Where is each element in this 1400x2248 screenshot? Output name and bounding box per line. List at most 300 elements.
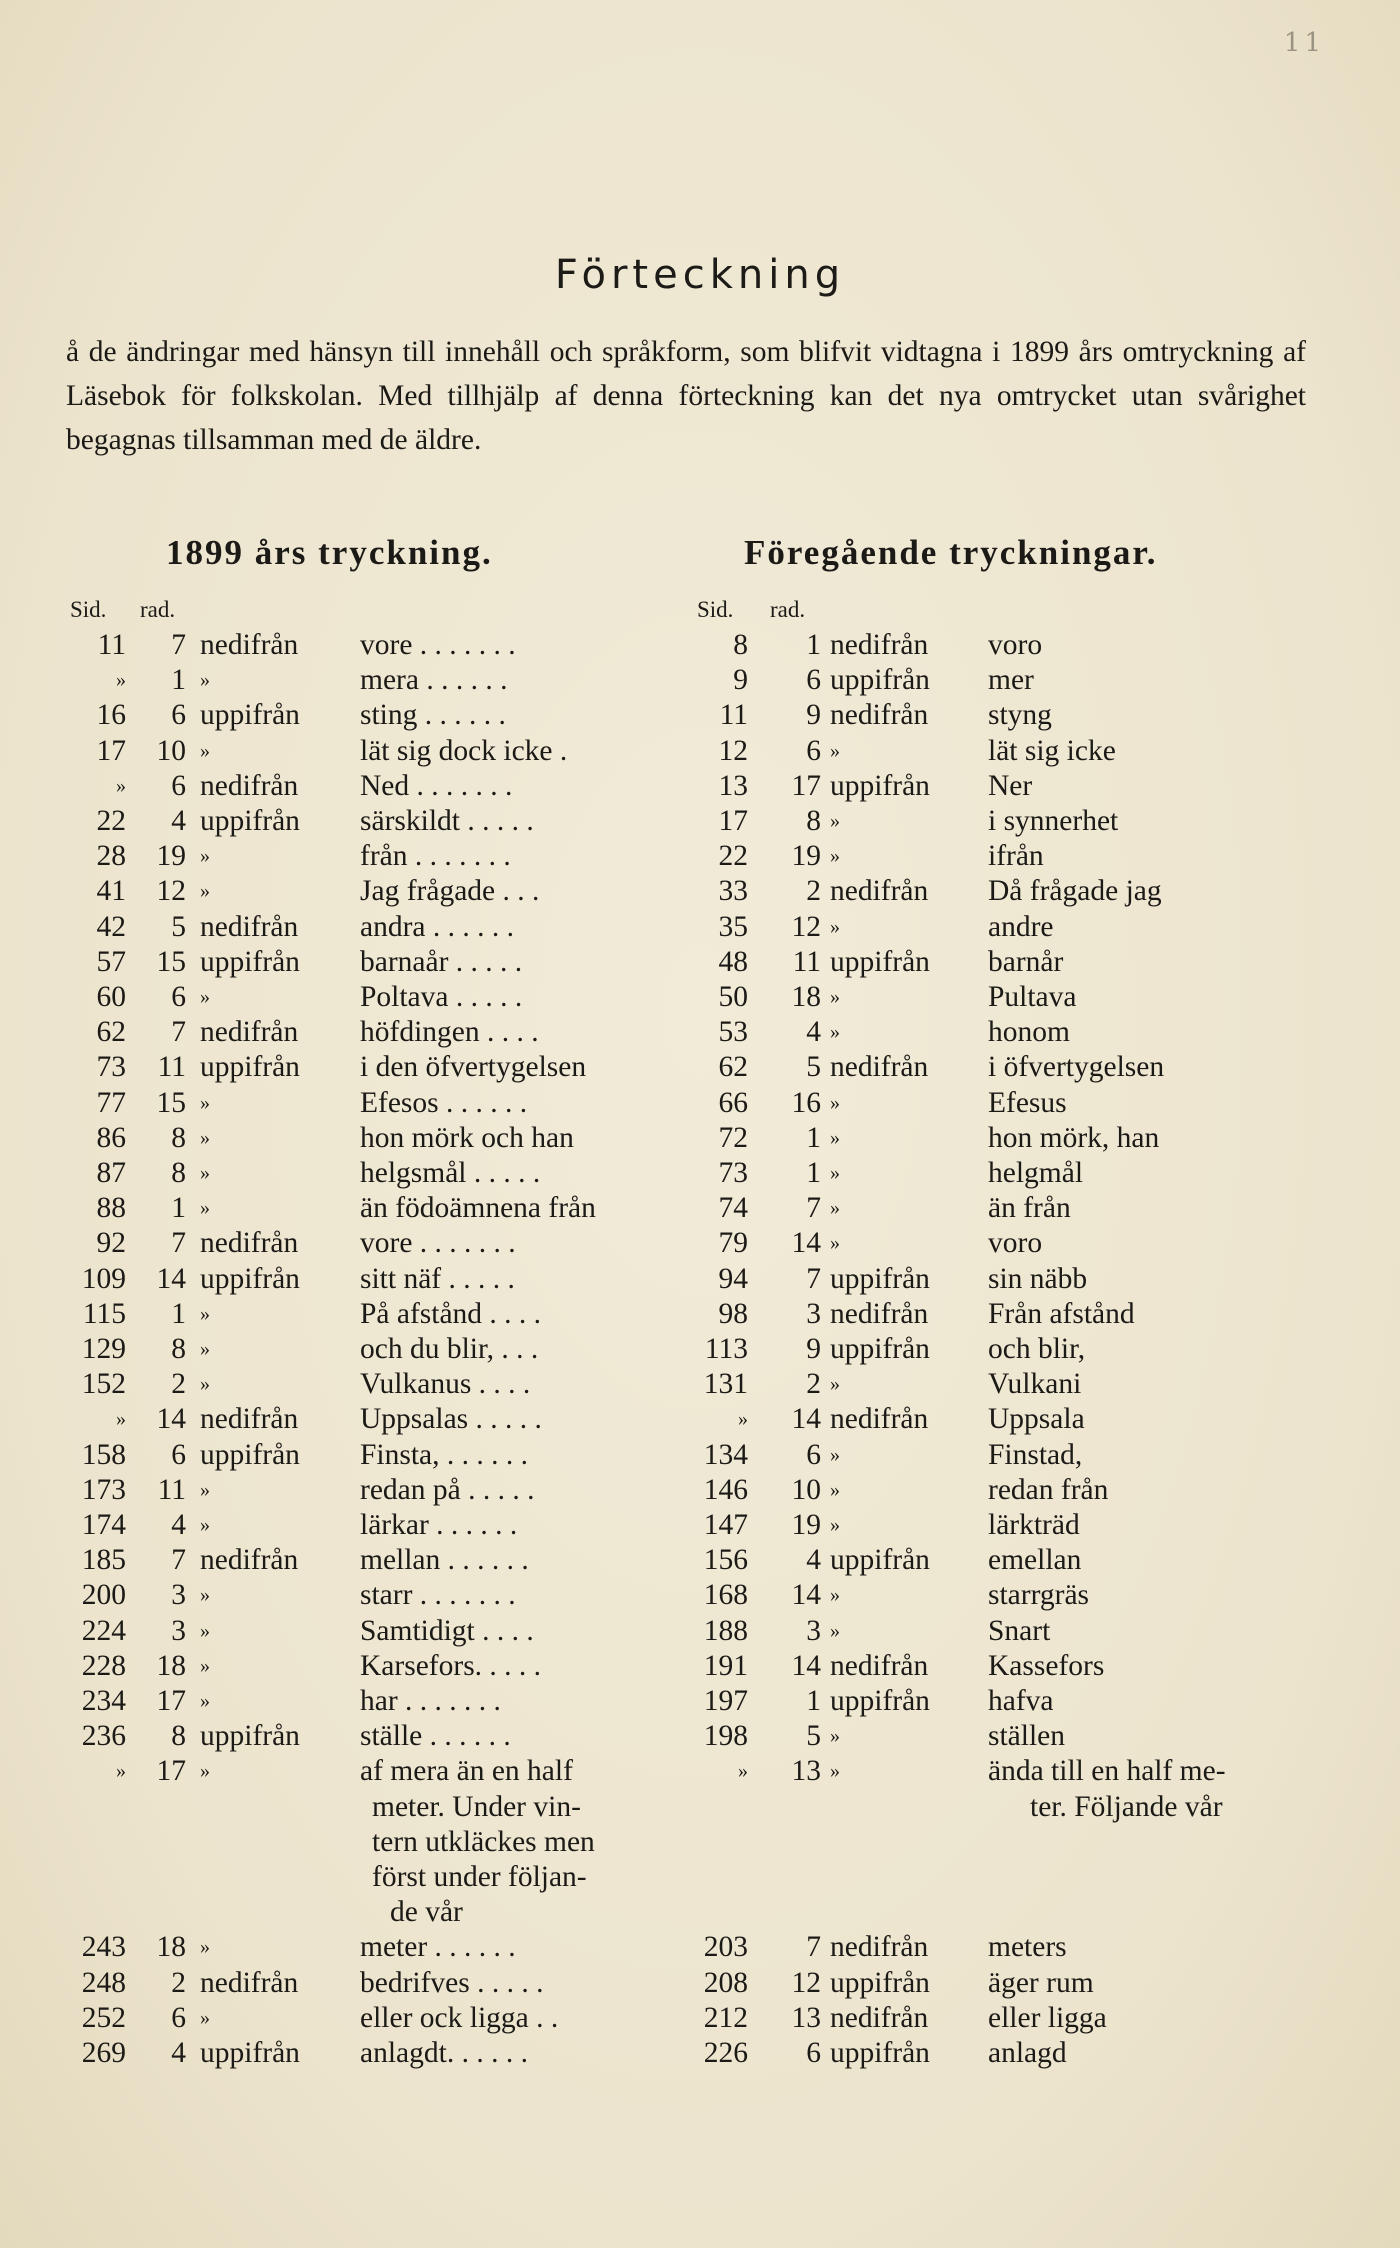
table-row	[0, 1719, 1400, 1754]
old-page: 66	[718, 1086, 748, 1119]
old-direction: nedifrån	[830, 699, 929, 732]
old-text: voro	[988, 629, 1043, 661]
new-page: 152	[81, 1368, 126, 1401]
old-line: 7	[806, 1192, 821, 1225]
old-line: 1	[806, 1121, 821, 1154]
table-row-continuation	[0, 1825, 1400, 1860]
old-line: 6	[806, 1438, 821, 1471]
new-direction: »	[200, 880, 210, 903]
old-direction: »	[830, 1514, 840, 1536]
table-row	[0, 945, 1400, 980]
old-page: 198	[703, 1720, 748, 1753]
header-1899: 1899 års tryckning.	[166, 533, 493, 572]
old-text: lärkträd	[988, 1509, 1080, 1541]
new-page: 57	[96, 945, 126, 978]
new-line: 2	[171, 1368, 186, 1401]
new-line: 7	[171, 1227, 186, 1260]
old-line: 11	[792, 945, 821, 978]
old-direction: nedifrån	[830, 875, 929, 908]
new-page: 109	[81, 1262, 126, 1295]
table-row	[0, 1438, 1400, 1473]
new-page: 17	[96, 734, 126, 767]
table-row	[0, 1050, 1400, 1085]
new-text: barnaår . . . . .	[360, 945, 523, 978]
old-text: redan från	[988, 1473, 1109, 1506]
new-page: 41	[96, 875, 126, 908]
intro-paragraph	[66, 330, 1306, 462]
old-line: 3	[806, 1297, 821, 1330]
old-direction: uppifrån	[830, 664, 930, 697]
new-line: 5	[171, 910, 186, 943]
table-row	[0, 1543, 1400, 1578]
old-text: i öfvertygelsen	[988, 1051, 1165, 1084]
old-line: 6	[806, 664, 821, 697]
old-line: 6	[806, 2037, 821, 2069]
new-line: 7	[171, 629, 186, 661]
old-line: 12	[791, 910, 821, 943]
old-text: hafva	[988, 1685, 1054, 1717]
old-page: 146	[703, 1473, 748, 1506]
new-direction: »	[200, 739, 210, 762]
new-page: »	[116, 1760, 126, 1783]
new-text: bedrifves . . . . .	[360, 1966, 544, 1999]
new-text: och du blir, . . .	[360, 1333, 539, 1365]
old-page: 62	[718, 1051, 748, 1084]
table-row	[0, 1614, 1400, 1649]
new-text: eller ock ligga . .	[360, 2001, 559, 2034]
new-text: Vulkanus . . . .	[360, 1368, 531, 1401]
old-text: och blir,	[988, 1333, 1086, 1365]
old-page: 226	[703, 2037, 748, 2069]
old-page: 79	[718, 1227, 748, 1260]
new-direction: »	[200, 1514, 210, 1536]
old-direction: »	[830, 1232, 840, 1255]
old-direction: uppifrån	[830, 1966, 930, 1999]
old-text: Pultava	[988, 981, 1077, 1013]
new-line: 11	[157, 1051, 186, 1084]
old-line: 1	[806, 1685, 821, 1717]
new-direction: nedifrån	[200, 1227, 299, 1260]
new-direction: »	[200, 2006, 210, 2029]
new-text: Efesos . . . . . .	[360, 1086, 528, 1119]
old-text: ställen	[988, 1720, 1066, 1753]
old-page: 188	[703, 1614, 748, 1647]
new-line: 19	[156, 840, 186, 873]
table-row	[0, 1930, 1400, 1965]
table-row	[0, 2001, 1400, 2036]
subheader-right-sid: Sid.	[697, 597, 734, 622]
new-line: 6	[171, 769, 186, 802]
table-row	[0, 1966, 1400, 2001]
new-text: särskildt . . . . .	[360, 805, 534, 837]
old-direction: uppifrån	[830, 2037, 930, 2069]
old-text: Snart	[988, 1614, 1051, 1647]
table-row	[0, 663, 1400, 698]
table-row	[0, 1015, 1400, 1050]
old-page: 12	[718, 734, 748, 767]
new-page: 185	[81, 1544, 126, 1577]
new-text: af mera än en half	[360, 1755, 573, 1788]
intro-text: å de ändringar med hänsyn till innehåll och språkform, som blifvit vidtagna i 1899 års omtryckning af Läsebok för folkskolan. Med tillhjälp af denna förteckning kan det nya omtrycket utan svårighet begagnas tillsamman med de äldre.	[66, 336, 1306, 456]
old-text-continuation: ter. Följande vår	[1030, 1790, 1223, 1823]
new-direction: »	[200, 986, 210, 1008]
new-direction: »	[200, 1619, 210, 1642]
new-page: 224	[81, 1614, 126, 1647]
old-page: 203	[703, 1931, 748, 1964]
new-line: 18	[156, 1649, 186, 1682]
old-line: 10	[791, 1473, 821, 1506]
new-page: 87	[96, 1157, 126, 1189]
new-direction: »	[200, 1760, 210, 1783]
old-text: lät sig icke	[988, 734, 1116, 767]
new-page: 88	[96, 1192, 126, 1225]
new-text: Karsefors. . . . .	[360, 1649, 542, 1682]
new-text: Ned . . . . . . .	[360, 769, 513, 802]
new-line: 3	[171, 1614, 186, 1647]
old-line: 1	[806, 629, 821, 661]
new-direction: »	[200, 1126, 210, 1149]
new-line: 8	[171, 1720, 186, 1753]
new-line: 17	[156, 1685, 186, 1717]
table-row	[0, 1649, 1400, 1684]
old-text: hon mörk, han	[988, 1121, 1160, 1154]
old-page: 48	[718, 945, 748, 978]
old-direction: uppifrån	[830, 769, 930, 802]
new-line: 14	[156, 1403, 186, 1436]
new-direction: uppifrån	[200, 699, 300, 732]
old-direction: uppifrån	[830, 1685, 930, 1717]
new-page: 62	[96, 1016, 126, 1049]
new-text: mera . . . . . .	[360, 664, 508, 697]
new-text: Samtidigt . . . .	[360, 1614, 534, 1647]
old-page: 134	[703, 1438, 748, 1471]
new-page: 234	[81, 1685, 126, 1717]
old-direction: nedifrån	[830, 2001, 929, 2034]
old-line: 9	[806, 1333, 821, 1365]
new-line: 6	[171, 699, 186, 732]
new-text: starr . . . . . . .	[360, 1579, 516, 1612]
new-line: 7	[171, 1016, 186, 1049]
table-row	[0, 628, 1400, 663]
new-direction: »	[200, 1091, 210, 1114]
new-text: hon mörk och han	[360, 1121, 574, 1154]
old-page: 33	[718, 875, 748, 908]
new-line: 3	[171, 1579, 186, 1612]
new-text: meter . . . . . .	[360, 1931, 516, 1964]
old-line: 2	[806, 1368, 821, 1401]
new-text: lät sig dock icke .	[360, 734, 568, 767]
table-row-continuation	[0, 1895, 1400, 1930]
new-direction: uppifrån	[200, 945, 300, 978]
new-direction: uppifrån	[200, 1051, 300, 1084]
old-line: 12	[791, 1966, 821, 1999]
new-text-continuation: först under följan-	[372, 1861, 587, 1893]
new-page: 73	[96, 1051, 126, 1084]
old-text: mer	[988, 664, 1034, 697]
table-row	[0, 1191, 1400, 1226]
old-direction: nedifrån	[830, 1649, 929, 1682]
new-page: »	[116, 669, 126, 692]
page-title: Förteckning	[554, 252, 846, 298]
new-page: 42	[96, 910, 126, 943]
old-direction: uppifrån	[830, 1544, 930, 1577]
old-text: emellan	[988, 1544, 1082, 1577]
table-row	[0, 1262, 1400, 1297]
new-direction: »	[200, 1584, 210, 1607]
new-line: 15	[156, 1086, 186, 1119]
table-row	[0, 1156, 1400, 1191]
old-line: 7	[806, 1262, 821, 1295]
old-page: 13	[718, 769, 748, 802]
new-direction: »	[200, 1478, 210, 1501]
new-direction: »	[200, 1654, 210, 1677]
new-line: 14	[156, 1262, 186, 1295]
old-line: 13	[791, 2001, 821, 2034]
new-line: 6	[171, 1438, 186, 1471]
table-row	[0, 980, 1400, 1015]
new-direction: nedifrån	[200, 910, 299, 943]
old-page: 8	[733, 629, 748, 661]
new-line: 15	[156, 945, 186, 978]
table-row	[0, 1367, 1400, 1402]
new-text: redan på . . . . .	[360, 1473, 535, 1506]
old-direction: »	[830, 1197, 840, 1220]
old-text: styng	[988, 699, 1052, 732]
old-direction: »	[830, 1619, 840, 1642]
old-line: 6	[806, 734, 821, 767]
header-previous: Föregående tryckningar.	[744, 533, 1158, 572]
new-page: 28	[96, 840, 126, 873]
old-text: Från afstånd	[988, 1297, 1135, 1330]
old-text: äger rum	[988, 1966, 1094, 1999]
new-line: 8	[171, 1121, 186, 1154]
old-direction: »	[830, 810, 840, 832]
old-direction: uppifrån	[830, 945, 930, 978]
new-page: 92	[96, 1227, 126, 1260]
old-text: Uppsala	[988, 1403, 1085, 1436]
table-row	[0, 734, 1400, 769]
old-line: 2	[806, 875, 821, 908]
new-text: mellan . . . . . .	[360, 1544, 529, 1577]
old-direction: »	[830, 739, 840, 762]
corrections-table	[0, 628, 1400, 2088]
table-row	[0, 1121, 1400, 1156]
new-page: 269	[81, 2037, 126, 2069]
new-text: Finsta, . . . . . .	[360, 1438, 528, 1471]
new-direction: nedifrån	[200, 1403, 299, 1436]
new-direction: »	[200, 1690, 210, 1712]
new-page: 158	[81, 1438, 126, 1471]
new-text: ställe . . . . . .	[360, 1720, 511, 1753]
old-line: 9	[806, 699, 821, 732]
old-text: anlagd	[988, 2037, 1067, 2069]
new-direction: nedifrån	[200, 1544, 299, 1577]
new-text: sting . . . . . .	[360, 699, 506, 732]
table-row	[0, 1578, 1400, 1613]
subheader-left-sid: Sid.	[70, 597, 107, 622]
old-direction: »	[830, 1373, 840, 1396]
old-direction: »	[830, 1162, 840, 1184]
old-line: 4	[806, 1544, 821, 1577]
old-line: 19	[791, 1509, 821, 1541]
new-line: 8	[171, 1157, 186, 1189]
old-direction: uppifrån	[830, 1333, 930, 1365]
old-page: 191	[703, 1649, 748, 1682]
subheader-left-rad: rad.	[140, 597, 176, 622]
old-line: 3	[806, 1614, 821, 1647]
old-page: 72	[718, 1121, 748, 1154]
old-line: 14	[791, 1227, 821, 1260]
new-direction: nedifrån	[200, 629, 299, 661]
new-text: lärkar . . . . . .	[360, 1509, 518, 1541]
table-row	[0, 1473, 1400, 1508]
new-page: 11	[97, 629, 126, 661]
old-text: Efesus	[988, 1086, 1067, 1119]
new-direction: »	[200, 1302, 210, 1325]
new-line: 10	[156, 734, 186, 767]
old-direction: »	[830, 1725, 840, 1748]
old-text: honom	[988, 1016, 1070, 1049]
table-row-continuation	[0, 1790, 1400, 1825]
table-row	[0, 1684, 1400, 1719]
old-line: 14	[791, 1403, 821, 1436]
old-direction: »	[830, 1443, 840, 1466]
old-line: 14	[791, 1649, 821, 1682]
new-direction: uppifrån	[200, 2037, 300, 2069]
old-line: 17	[791, 769, 821, 802]
old-page: 94	[718, 1262, 748, 1295]
old-direction: nedifrån	[830, 629, 929, 661]
old-page: 168	[703, 1579, 748, 1612]
new-page: 129	[81, 1333, 126, 1365]
table-row	[0, 804, 1400, 839]
new-page: 173	[81, 1473, 126, 1506]
new-line: 4	[171, 805, 186, 837]
new-page: 252	[81, 2001, 126, 2034]
new-direction: nedifrån	[200, 1016, 299, 1049]
old-line: 19	[791, 840, 821, 873]
old-text: sin näbb	[988, 1262, 1088, 1295]
old-line: 13	[791, 1755, 821, 1788]
old-page: 50	[718, 981, 748, 1013]
old-page: 53	[718, 1016, 748, 1049]
old-page: 156	[703, 1544, 748, 1577]
new-page: »	[116, 1408, 126, 1431]
old-text: helgmål	[988, 1157, 1084, 1189]
old-direction: »	[830, 986, 840, 1008]
new-direction: uppifrån	[200, 1720, 300, 1753]
old-page: 74	[718, 1192, 748, 1225]
old-direction: nedifrån	[830, 1297, 929, 1330]
old-line: 5	[806, 1051, 821, 1084]
new-line: 1	[171, 1192, 186, 1225]
new-direction: uppifrån	[200, 1438, 300, 1471]
new-page: 115	[82, 1297, 126, 1330]
new-direction: »	[200, 1936, 210, 1959]
table-row	[0, 1402, 1400, 1437]
new-text: sitt näf . . . . .	[360, 1262, 515, 1295]
old-direction: uppifrån	[830, 1262, 930, 1295]
new-page: 22	[96, 805, 126, 837]
old-line: 7	[806, 1931, 821, 1964]
new-page: 174	[81, 1509, 126, 1541]
new-page: 60	[96, 981, 126, 1013]
new-text-continuation: meter. Under vin-	[372, 1790, 581, 1823]
old-page: 22	[718, 840, 748, 873]
new-text: anlagdt. . . . . .	[360, 2037, 528, 2069]
new-page: 16	[96, 699, 126, 732]
old-text: ifrån	[988, 840, 1044, 873]
old-direction: nedifrån	[830, 1931, 929, 1964]
new-page: 200	[81, 1579, 126, 1612]
old-text: eller ligga	[988, 2001, 1107, 2034]
new-text: Uppsalas . . . . .	[360, 1403, 542, 1436]
new-line: 2	[171, 1966, 186, 1999]
new-line: 18	[156, 1931, 186, 1964]
subheader-right-rad: rad.	[770, 597, 806, 622]
table-row-continuation	[0, 1860, 1400, 1895]
old-direction: »	[830, 1584, 840, 1607]
new-page: 236	[81, 1720, 126, 1753]
old-page: 9	[733, 664, 748, 697]
old-text: voro	[988, 1227, 1043, 1260]
new-line: 6	[171, 2001, 186, 2034]
old-text: än från	[988, 1192, 1071, 1225]
new-line: 1	[171, 664, 186, 697]
old-page: »	[738, 1760, 748, 1783]
old-line: 18	[791, 981, 821, 1013]
new-text: Poltava . . . . .	[360, 981, 523, 1013]
new-line: 4	[171, 2037, 186, 2069]
old-text: Finstad,	[988, 1438, 1083, 1471]
old-line: 1	[806, 1157, 821, 1189]
new-direction: »	[200, 1373, 210, 1396]
old-text: andre	[988, 910, 1054, 943]
table-row	[0, 698, 1400, 733]
new-page: 86	[96, 1121, 126, 1154]
new-line: 4	[171, 1509, 186, 1541]
old-page: 113	[704, 1333, 748, 1365]
old-direction: nedifrån	[830, 1403, 929, 1436]
new-direction: nedifrån	[200, 769, 299, 802]
new-line: 1	[171, 1297, 186, 1330]
new-text: andra . . . . . .	[360, 910, 515, 943]
old-line: 4	[806, 1016, 821, 1049]
new-text: vore . . . . . . .	[360, 1227, 516, 1260]
new-page: »	[116, 774, 126, 797]
table-row	[0, 2036, 1400, 2071]
old-line: 5	[806, 1720, 821, 1753]
new-text: Jag frågade . . .	[360, 875, 540, 908]
old-page: 208	[703, 1966, 748, 1999]
new-line: 17	[156, 1755, 186, 1788]
new-text-continuation: tern utkläckes men	[372, 1825, 595, 1858]
new-line: 8	[171, 1333, 186, 1365]
old-page: 35	[718, 910, 748, 943]
old-line: 8	[806, 805, 821, 837]
old-text: starrgräs	[988, 1579, 1090, 1612]
old-direction: »	[830, 1091, 840, 1114]
old-direction: »	[830, 1760, 840, 1783]
table-row	[0, 874, 1400, 909]
old-page: »	[738, 1408, 748, 1431]
old-line: 14	[791, 1579, 821, 1612]
new-text: helgsmål . . . . .	[360, 1157, 541, 1189]
table-row	[0, 839, 1400, 874]
new-direction: nedifrån	[200, 1966, 299, 1999]
old-text: Kassefors	[988, 1649, 1105, 1682]
old-text: ända till en half me-	[988, 1755, 1226, 1788]
